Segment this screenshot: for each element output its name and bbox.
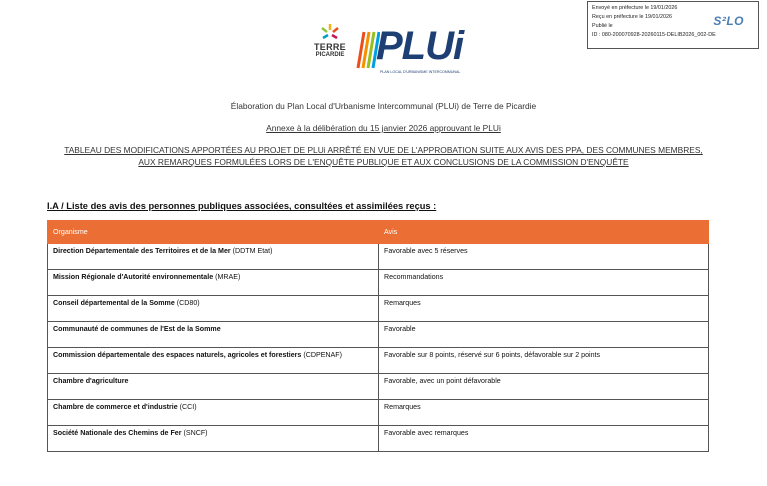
avis-cell: Favorable xyxy=(379,322,709,348)
stamp-id: ID : 080-200070928-20260115-DELIB2026_002-DE xyxy=(592,32,716,38)
organisme-cell xyxy=(48,270,379,296)
organisme-name: Chambre d'agriculture xyxy=(53,377,129,385)
organisme-abbrev: (MRAE) xyxy=(213,273,241,281)
plui-logo-text: PLUi xyxy=(376,24,464,68)
section-heading: I.A / Liste des avis des personnes publiques associées, consultées et assimilées reçus : xyxy=(47,201,437,211)
plui-subtitle: PLAN LOCAL D'URBANISME INTERCOMMUNAL xyxy=(380,70,461,74)
avis-table xyxy=(47,220,709,452)
s2lo-logo: S²LO xyxy=(713,14,744,28)
table-row xyxy=(48,348,709,374)
table-row xyxy=(48,244,709,270)
organisme-cell xyxy=(48,244,379,270)
avis-cell: Favorable avec 5 réserves xyxy=(379,244,709,270)
avis-cell: Remarques xyxy=(379,400,709,426)
sparkle-icon xyxy=(319,22,341,42)
terre-de-picardie-logo xyxy=(310,22,350,58)
table-title-line-1: TABLEAU DES MODIFICATIONS APPORTÉES AU PROJET DE PLUi ARRÊTÉ EN VUE DE L'APPROBATION SUITE AUX AVIS DES PPA, DES COMMUNES MEMBRES, xyxy=(64,145,703,155)
organisme-name: Commission départementale des espaces naturels, agricoles et forestiers xyxy=(53,351,302,359)
organisme-cell xyxy=(48,374,379,400)
organisme-name: Chambre de commerce et d'industrie xyxy=(53,403,178,411)
picardie-text: PICARDIE xyxy=(315,52,345,58)
terre-text: TERRE xyxy=(313,42,346,52)
organisme-abbrev: (CD80) xyxy=(174,299,200,307)
table-row xyxy=(48,322,709,348)
organisme-cell xyxy=(48,400,379,426)
table-row xyxy=(48,296,709,322)
stamp-published: Publié le xyxy=(592,23,613,29)
document-title: Élaboration du Plan Local d'Urbanisme Intercommunal (PLUi) de Terre de Picardie xyxy=(230,101,537,111)
organisme-name: Société Nationale des Chemins de Fer xyxy=(53,429,182,437)
table-row xyxy=(48,270,709,296)
stamp-received: Reçu en préfecture le 19/01/2026 xyxy=(592,14,673,20)
organisme-cell xyxy=(48,348,379,374)
organisme-name: Mission Régionale d'Autorité environnementale xyxy=(53,273,214,281)
organisme-abbrev: (DDTM Etat) xyxy=(230,247,273,255)
avis-cell: Favorable sur 8 points, réservé sur 6 points, défavorable sur 2 points xyxy=(379,348,709,374)
avis-cell: Recommandations xyxy=(379,270,709,296)
annex-line: Annexe à la délibération du 15 janvier 2026 approuvant le PLUi xyxy=(266,123,501,133)
table-row xyxy=(48,374,709,400)
table-header-row xyxy=(48,221,709,244)
organisme-name: Conseil départemental de la Somme xyxy=(53,299,175,307)
organisme-abbrev: (SNCF) xyxy=(181,429,208,437)
organisme-cell xyxy=(48,322,379,348)
avis-cell: Favorable avec remarques xyxy=(379,426,709,452)
header-organisme: Organisme xyxy=(48,221,379,244)
table-title-line-2: AUX REMARQUES FORMULÉES LORS DE L'ENQUÊTE PUBLIQUE ET AUX CONCLUSIONS DE LA COMMISSION D'ENQUÊTE xyxy=(138,157,629,167)
table-row xyxy=(48,400,709,426)
organisme-name: Communauté de communes de l'Est de la Somme xyxy=(53,325,221,333)
organisme-abbrev: (CDPENAF) xyxy=(301,351,342,359)
organisme-name: Direction Départementale des Territoires et de la Mer xyxy=(53,247,231,255)
organisme-abbrev: (CCI) xyxy=(177,403,197,411)
avis-cell: Favorable, avec un point défavorable xyxy=(379,374,709,400)
organisme-cell xyxy=(48,426,379,452)
header-logos xyxy=(310,22,464,84)
avis-cell: Remarques xyxy=(379,296,709,322)
prefecture-stamp xyxy=(587,1,759,49)
table-row xyxy=(48,426,709,452)
organisme-cell xyxy=(48,296,379,322)
header-avis: Avis xyxy=(379,221,709,244)
stamp-sent: Envoyé en préfecture le 19/01/2026 xyxy=(592,5,678,11)
